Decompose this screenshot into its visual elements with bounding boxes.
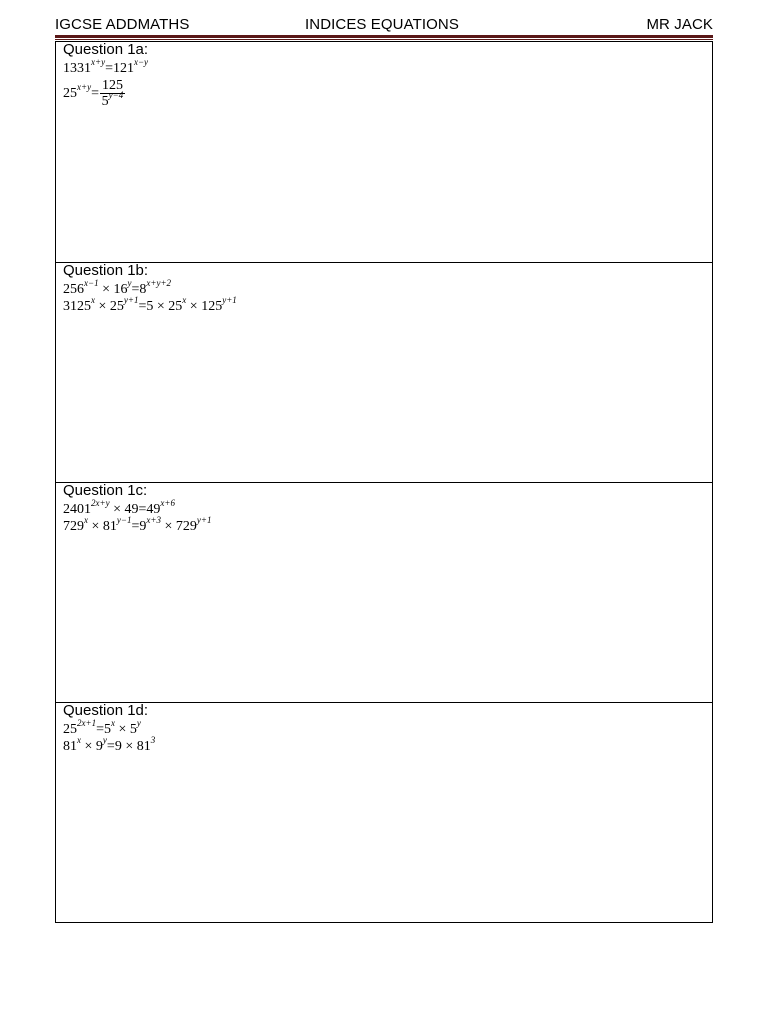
question-grid	[55, 41, 713, 923]
question-box-1a[interactable]	[56, 42, 712, 262]
header-rule-thin	[55, 39, 713, 40]
equation-2: $25^{x+y}=$ $\frac{125}{5^{y-4}}$	[63, 78, 124, 109]
page-header	[55, 15, 713, 35]
header-rule-thick	[55, 35, 713, 38]
question-title: Question 1a:	[63, 41, 149, 58]
question-title: Question 1d:	[63, 702, 149, 719]
equation-2: $3125^x \times 25^{y+1}=5 \times 25^x \times 125^{y+1}$	[63, 295, 237, 314]
equation-1: $2401^{2x+y} \times 49=49^{x+6}$	[63, 498, 175, 517]
author-name: MR JACK	[646, 16, 713, 33]
fraction: $\frac{125}{5^{y-4}}$	[101, 78, 124, 109]
equation-2: $81^x \times 9^y=9 \times 81^3$	[63, 735, 156, 754]
equation-1: $1331^{x+y}=121^{x-y}$	[63, 57, 149, 76]
worksheet-title: INDICES EQUATIONS	[305, 16, 459, 33]
equation-1: $25^{2x+1}=5^x \times 5^y$	[63, 718, 141, 737]
equation-2: $729^x \times 81^{y-1}=9^{x+3} \times 729^{y+1}$	[63, 515, 212, 534]
question-box-1d[interactable]	[56, 702, 712, 922]
question-box-1b[interactable]	[56, 262, 712, 482]
question-box-1c[interactable]	[56, 482, 712, 702]
question-title: Question 1b:	[63, 262, 149, 279]
course-title: IGCSE ADDMATHS	[55, 16, 190, 33]
equation-1: $256^{x-1} \times 16^y=8^{x+y+2}$	[63, 278, 172, 297]
question-title: Question 1c:	[63, 482, 148, 499]
